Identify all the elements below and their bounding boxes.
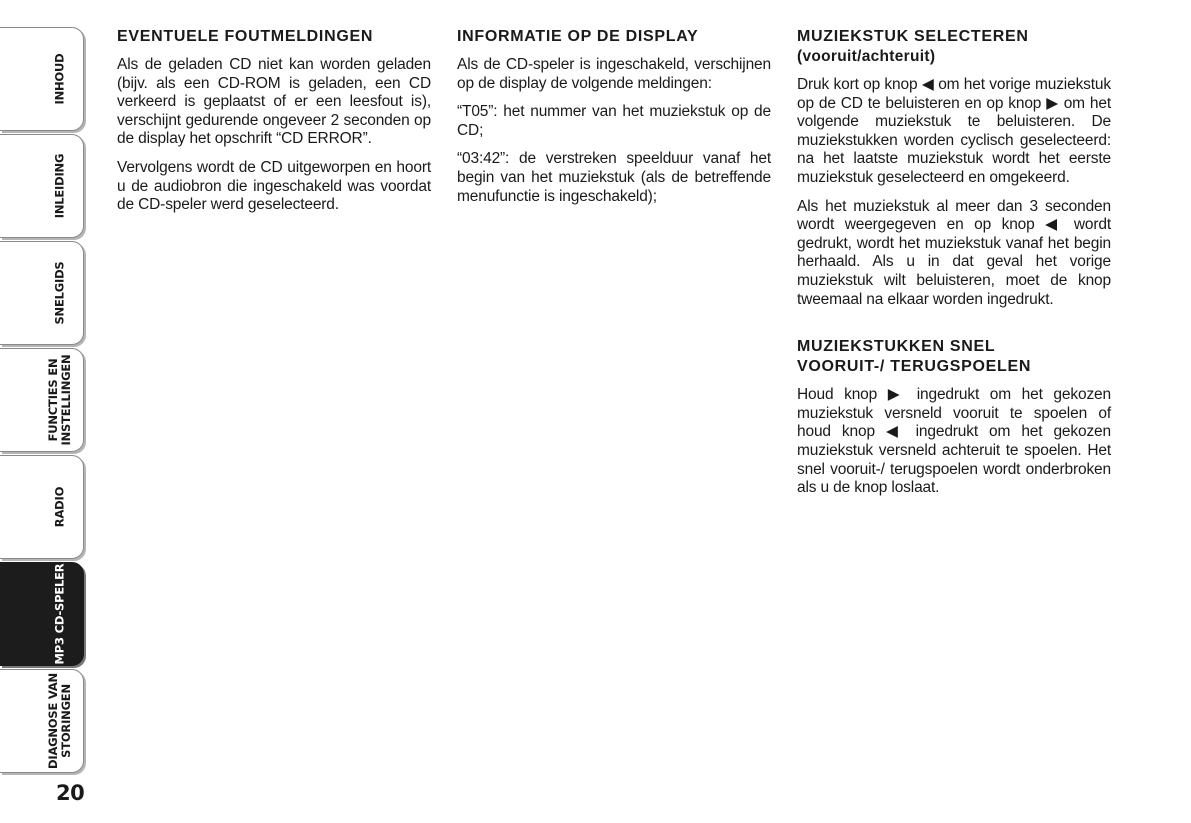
paragraph: Vervolgens wordt de CD uitgeworpen en hoort u de audiobron die ingeschakeld was voordat de CD-speler werd geselecteerd. bbox=[117, 158, 431, 214]
paragraph: “03:42”: de verstreken speelduur vanaf het begin van het muziekstuk (als de betreffende menufunctie is ingeschakeld); bbox=[457, 150, 771, 205]
tab-mp3-cd-speler[interactable] bbox=[0, 562, 84, 666]
tab-label: MP3 CD-SPELER bbox=[52, 563, 67, 665]
tab-inhoud[interactable] bbox=[0, 27, 84, 131]
tab-functies-en-instellingen[interactable] bbox=[0, 348, 84, 452]
tab-snelgids[interactable] bbox=[0, 241, 84, 345]
tab-radio[interactable] bbox=[0, 455, 84, 559]
section-heading: INFORMATIE OP DE DISPLAY bbox=[457, 28, 699, 45]
tab-label: FUNCTIES EN INSTELLINGEN bbox=[46, 354, 73, 446]
paragraph: Druk kort op knop ◀ om het vorige muziekstuk op de CD te beluisteren en op knop ▶ om het volgende muziekstuk te beluisteren. De muziekstukken worden cyclisch geselecteerd: na het laatste muziekstuk wordt het eerste muziekstuk geselecteerd en omgekeerd. bbox=[797, 76, 1111, 186]
heading-line: MUZIEKSTUKKEN SNEL bbox=[797, 338, 996, 356]
section-heading bbox=[797, 27, 1111, 67]
section-heading-snel-spoelen bbox=[797, 337, 1111, 377]
tab-diagnose-van-storingen[interactable] bbox=[0, 669, 84, 773]
tab-inleiding[interactable] bbox=[0, 134, 84, 238]
paragraph: Als de CD-speler is ingeschakeld, verschijnen op de display de volgende meldingen: bbox=[457, 56, 771, 92]
tab-label: RADIO bbox=[52, 486, 67, 528]
heading-main: MUZIEKSTUK SELECTEREN bbox=[797, 28, 1029, 45]
section-muziekstuk-selecteren bbox=[797, 27, 1111, 508]
section-heading: EVENTUELE FOUTMELDINGEN bbox=[117, 28, 374, 45]
section-foutmeldingen bbox=[117, 27, 431, 225]
heading-subtitle: (vooruit/achteruit) bbox=[797, 48, 936, 65]
section-informatie-display bbox=[457, 27, 771, 216]
heading-line: VOORUIT-/ TERUGSPOELEN bbox=[797, 358, 1032, 376]
paragraph: “T05”: het nummer van het muziekstuk op de CD; bbox=[457, 103, 771, 139]
tab-label: DIAGNOSE VAN STORINGEN bbox=[46, 673, 73, 769]
tab-label: INHOUD bbox=[52, 53, 67, 105]
paragraph: Houd knop ▶ ingedrukt om het gekozen muziekstuk versneld vooruit te spoelen of houd knop ◀ ingedrukt om het gekozen muziekstuk versneld achteruit te spoelen. Het snel vooruit-/ terugspoelen wordt onderbroken als u de knop loslaat. bbox=[797, 386, 1111, 497]
paragraph: Als de geladen CD niet kan worden geladen (bijv. als een CD-ROM is geladen, een CD verkeerd is geplaatst of er een leesfout is), verschijnt gedurende ongeveer 2 seconden op de display het opschrift “CD ERROR”. bbox=[117, 56, 431, 148]
tab-label: SNELGIDS bbox=[52, 261, 67, 325]
paragraph: Als het muziekstuk al meer dan 3 seconden wordt weergegeven en op knop ◀ wordt gedrukt, wordt het muziekstuk vanaf het begin herhaald. Als u in dat geval het vorige muziekstuk wilt beluisteren, moet de knop tweemaal na elkaar worden ingedrukt. bbox=[797, 197, 1111, 308]
tab-label: INLEIDING bbox=[52, 153, 67, 219]
page-number: 20 bbox=[56, 781, 85, 805]
